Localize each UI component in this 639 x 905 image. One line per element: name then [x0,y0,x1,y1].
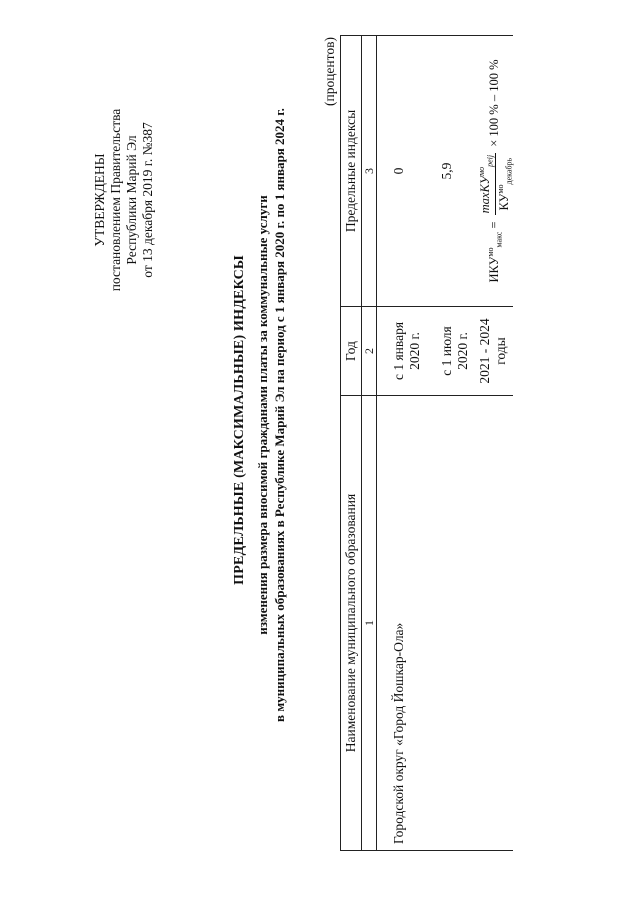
municipality-cell [377,396,514,851]
index-cell [377,36,514,307]
year-text: 2020 г. [455,332,470,370]
approval-line: Республики Марий Эл [124,135,139,265]
formula-lhs: ИКУ [487,256,502,283]
header-year: Год [341,307,362,396]
formula-tail: × 100 % – 100 % [487,59,502,147]
year-text: 2021 - 2024 [477,318,492,384]
formula-denominator [496,153,514,215]
table-row [377,36,514,851]
year-cell [377,307,514,396]
column-number: 3 [362,36,377,307]
numerator-sup: мо [477,166,486,176]
header-index: Предельные индексы [341,36,362,307]
numerator-text: maxКУ [478,175,493,214]
formula-fraction [477,153,513,215]
column-number-row [362,36,377,851]
table-header-row [341,36,362,851]
column-number: 1 [362,396,377,851]
numerator-sub: рeij [485,154,495,167]
column-number: 2 [362,307,377,396]
unit-note: (процентов) [322,37,337,107]
year-item [477,307,511,395]
year-text: 2020 г. [407,332,422,370]
indices-table [340,35,513,851]
municipality-name: Городской округ «Город Йошкар-Ола» [391,622,406,844]
denominator-sub: декабрь [504,157,514,185]
year-text: годы [493,337,508,365]
header-municipality: Наименование муниципального образования [341,396,362,851]
subtitle-line: в муниципальных образованиях в Республике Марий Эл на период с 1 января 2020 г. по 1 января 2024 г. [272,108,287,722]
year-item [439,307,473,395]
denominator-sup: мо [495,184,505,194]
index-value: 5,9 [439,162,454,180]
year-text: с 1 января [391,321,406,381]
formula-lhs-sub: макс [494,231,504,248]
approval-stamp [92,65,156,335]
denominator-text: КУ [496,193,511,211]
year-item [391,307,425,395]
approval-line: УТВЕРЖДЕНЫ [92,153,107,247]
subtitle-line: изменения размера вносимой гражданами платы за коммунальные услуги [255,195,270,635]
document-subtitle [254,25,288,805]
approval-line: от 13 декабря 2019 г. №387 [140,122,155,278]
index-formula: $ИКУ^{мо}_{макс}$ = maxКУ$^{мо}_{рeij}$ $КУ^{мо}_{декабрь}$ × 100 % – 100 % [477,59,514,283]
index-value: 0 [391,167,406,175]
formula-numerator [477,153,496,215]
approval-line: постановлением Правительства [108,108,123,292]
year-text: с 1 июля [439,326,454,376]
formula-lhs-sup: мо [485,247,495,257]
document-title: ПРЕДЕЛЬНЫЕ (МАКСИМАЛЬНЫЕ) ИНДЕКСЫ [232,255,247,585]
